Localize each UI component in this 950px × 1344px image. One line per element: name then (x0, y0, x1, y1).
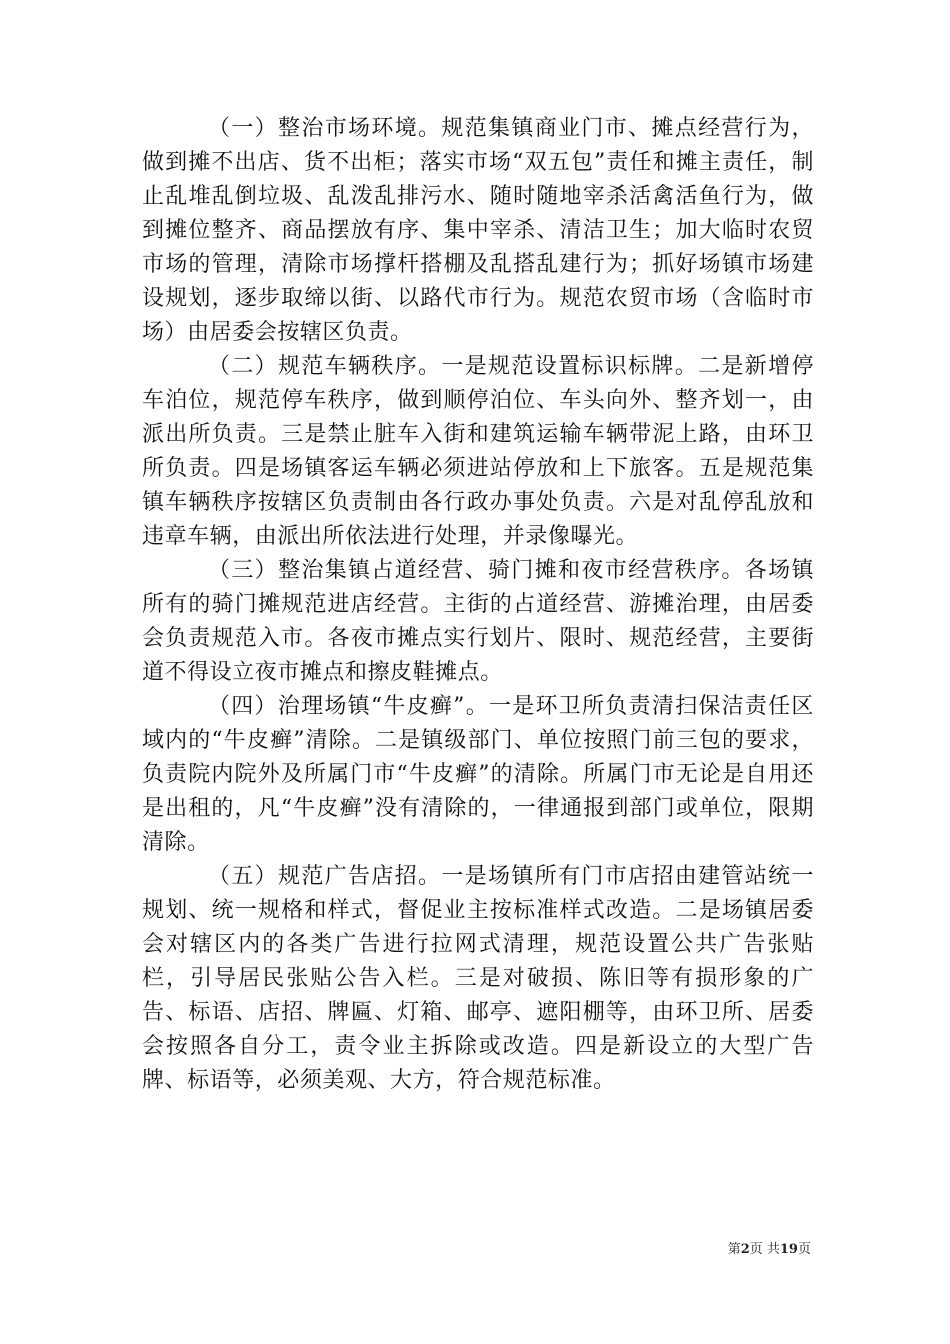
total-pages-number: 19 (779, 1242, 798, 1257)
footer-suffix: 页 (797, 1242, 811, 1257)
current-page-number: 2 (740, 1242, 750, 1257)
paragraph-market-environment: （一）整治市场环境。规范集镇商业门市、摊点经营行为，做到摊不出店、货不出柜；落实市场“双五包”责任和摊主责任，制止乱堆乱倒垃圾、乱泼乱排污水、随时随地宰杀活禽活鱼行为，做到摊位整齐、商品摆放有序、集中宰杀、清洁卫生；加大临时农贸市场的管理，清除市场撑杆搭棚及乱搭乱建行为；抓好场镇市场建设规划，逐步取缔以街、以路代市行为。规范农贸市场（含临时市场）由居委会按辖区负责。 (142, 116, 814, 345)
page-number-footer (728, 1241, 811, 1259)
paragraph-vehicle-order: （二）规范车辆秩序。一是规范设置标识标牌。二是新增停车泊位，规范停车秩序，做到顺停泊位、车头向外、整齐划一，由派出所负责。三是禁止脏车入街和建筑运输车辆带泥上路，由环卫所负责。四是场镇客运车辆必须进站停放和上下旅客。五是规范集镇车辆秩序按辖区负责制由各行政办事处负责。六是对乱停乱放和违章车辆，由派出所依法进行处理，并录像曝光。 (142, 354, 814, 549)
document-body (142, 112, 814, 1098)
paragraph-illegal-flyers: （四）治理场镇“牛皮癣”。一是环卫所负责清扫保洁责任区域内的“牛皮癣”清除。二是镇级部门、单位按照门前三包的要求，负责院内院外及所属门市“牛皮癣”的清除。所属门市无论是自用还是出租的，凡“牛皮癣”没有清除的，一律通报到部门或单位，限期清除。 (142, 694, 814, 855)
footer-prefix: 第 (727, 1242, 741, 1257)
paragraph-advertising-signs: （五）规范广告店招。一是场镇所有门市店招由建管站统一规划、统一规格和样式，督促业主按标准样式改造。二是场镇居委会对辖区内的各类广告进行拉网式清理，规范设置公共广告张贴栏，引导居民张贴公告入栏。三是对破损、陈旧等有损形象的广告、标语、店招、牌匾、灯箱、邮亭、遮阳棚等，由环卫所、居委会按照各自分工，责令业主拆除或改造。四是新设立的大型广告牌、标语等，必须美观、大方，符合规范标准。 (142, 864, 814, 1093)
paragraph-street-vendors: （三）整治集镇占道经营、骑门摊和夜市经营秩序。各场镇所有的骑门摊规范进店经营。主街的占道经营、游摊治理，由居委会负责规范入市。各夜市摊点实行划片、限时、规范经营，主要街道不得设立夜市摊点和擦皮鞋摊点。 (142, 558, 814, 685)
footer-middle: 页 共 (749, 1242, 780, 1257)
